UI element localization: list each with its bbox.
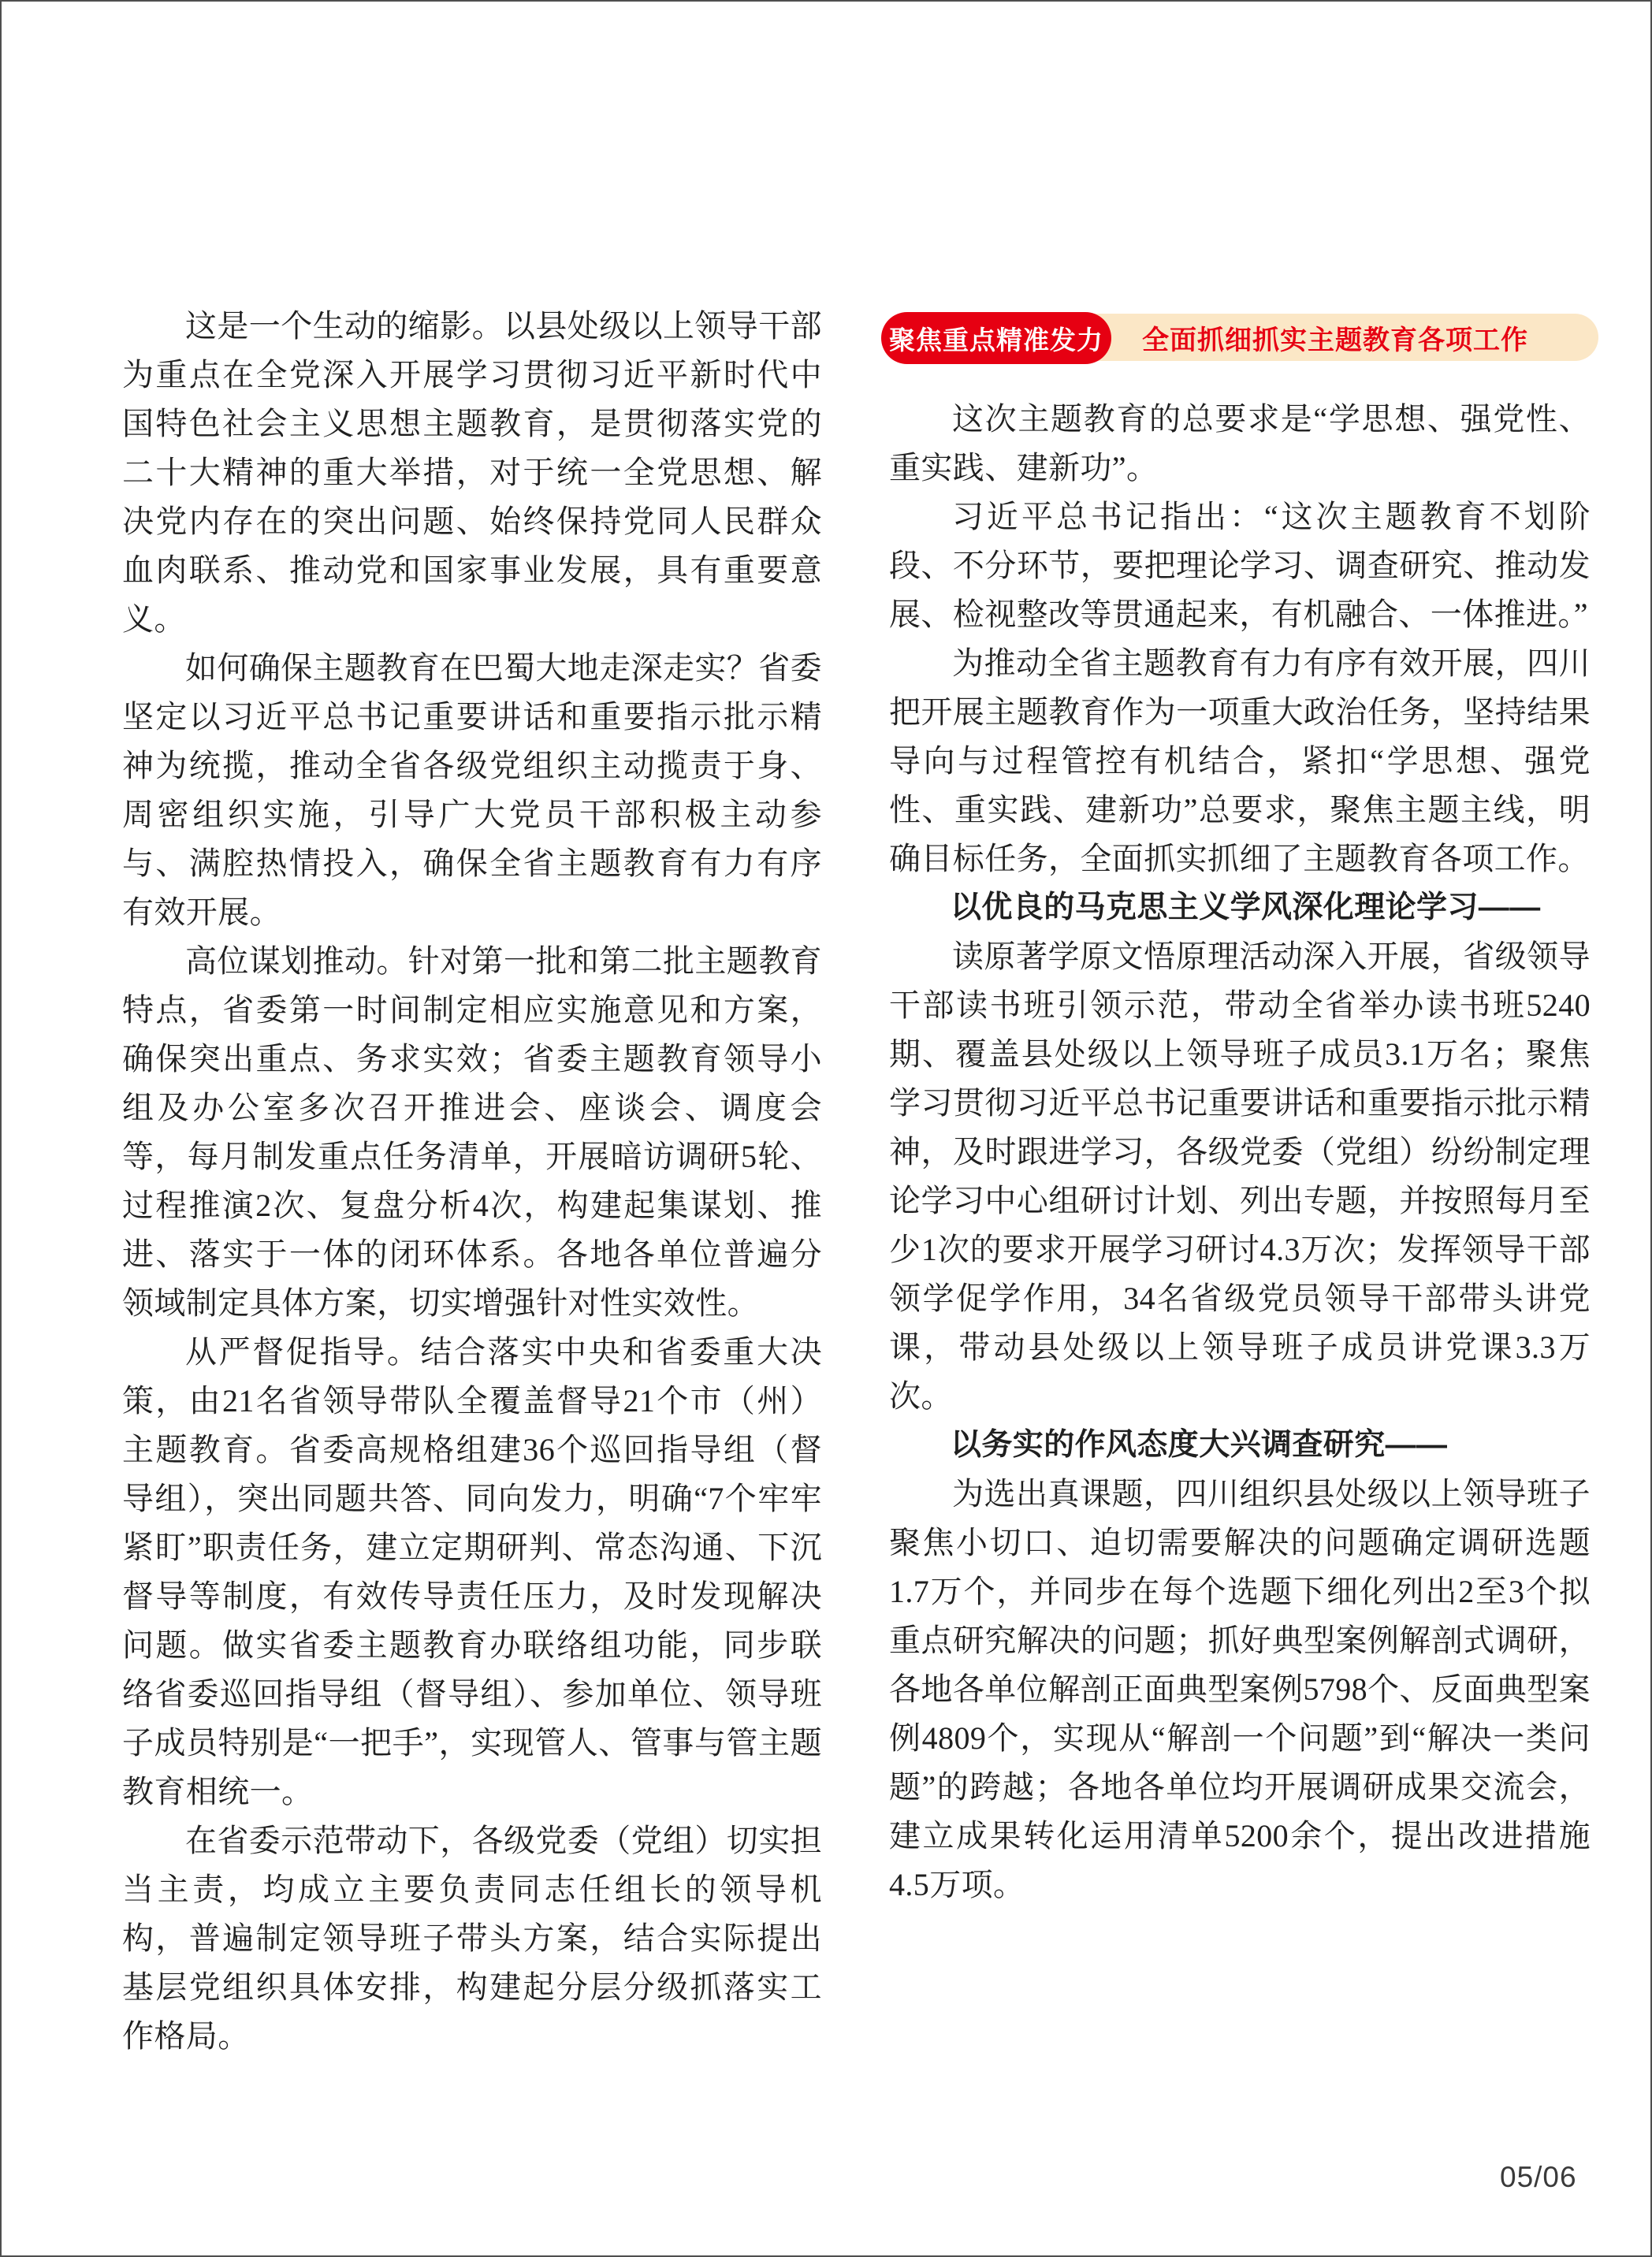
- paragraph: 以优良的马克思主义学风深化理论学习——: [951, 891, 1541, 924]
- badge-title: 全面抓细抓实主题教育各项工作: [977, 314, 1598, 361]
- paragraph: 如何确保主题教育在巴蜀大地走深走实？省委坚定以习近平总书记重要讲话和重要指示批示精神为统揽，推动全省各级党组织主动揽责于身、周密组织实施，引导广大党员干部积极主动参与、满腔热情投入，确保全省主题教育有力有序有效开展。: [122, 650, 822, 930]
- badge-tag: 聚焦重点精准发力: [881, 312, 1111, 364]
- page-number: 05/06: [1500, 2161, 1577, 2193]
- right-column: [889, 395, 1591, 1909]
- paragraph: 高位谋划推动。针对第一批和第二批主题教育特点，省委第一时间制定相应实施意见和方案，确保突出重点、务求实效；省委主题教育领导小组及办公室多次召开推进会、座谈会、调度会等，每月制发重点任务清单，开展暗访调研5轮、过程推演2次、复盘分析4次，构建起集谋划、推进、落实于一体的闭环体系。各地各单位普遍分领域制定具体方案，切实增强针对性实效性。: [122, 943, 822, 1321]
- paragraph: 习近平总书记指出：“这次主题教育不划阶段、不分环节，要把理论学习、调查研究、推动发展、检视整改等贯通起来，有机融合、一体推进。”: [889, 499, 1591, 632]
- paragraph: 这是一个生动的缩影。以县处级以上领导干部为重点在全党深入开展学习贯彻习近平新时代中国特色社会主义思想主题教育，是贯彻落实党的二十大精神的重大举措，对于统一全党思想、解决党内存在的突出问题、始终保持党同人民群众血肉联系、推动党和国家事业发展，具有重要意义。: [122, 308, 822, 637]
- paragraph: 从严督促指导。结合落实中央和省委重大决策，由21名省领导带队全覆盖督导21个市（州）主题教育。省委高规格组建36个巡回指导组（督导组），突出同题共答、同向发力，明确“7个牢牢紧盯”职责任务，建立定期研判、常态沟通、下沉督导等制度，有效传导责任压力，及时发现解决问题。做实省委主题教育办联络组功能，同步联络省委巡回指导组（督导组）、参加单位、领导班子成员特别是“一把手”，实现管人、管事与管主题教育相统一。: [122, 1334, 822, 1809]
- paragraph: 为选出真课题，四川组织县处级以上领导班子聚焦小切口、迫切需要解决的问题确定调研选题1.7万个，并同步在每个选题下细化列出2至3个拟重点研究解决的问题；抓好典型案例解剖式调研，各地各单位解剖正面典型案例5798个、反面典型案例4809个，实现从“解剖一个问题”到“解决一类问题”的跨越；各地各单位均开展调研成果交流会，建立成果转化运用清单5200余个，提出改进措施4.5万项。: [889, 1476, 1591, 1902]
- section-badge: [881, 312, 1591, 367]
- paragraph: 为推动全省主题教育有力有序有效开展，四川把开展主题教育作为一项重大政治任务，坚持结果导向与过程管控有机结合，紧扣“学思想、强党性、重实践、建新功”总要求，聚焦主题主线，明确目标任务，全面抓实抓细了主题教育各项工作。: [889, 645, 1591, 876]
- left-column: [122, 302, 822, 2061]
- paragraph: 以务实的作风态度大兴调查研究——: [951, 1428, 1448, 1462]
- paragraph: 这次主题教育的总要求是“学思想、强党性、重实践、建新功”。: [889, 401, 1591, 485]
- paragraph: 在省委示范带动下，各级党委（党组）切实担当主责，均成立主要负责同志任组长的领导机构，普遍制定领导班子带头方案，结合实际提出基层党组织具体安排，构建起分层分级抓落实工作格局。: [122, 1823, 822, 2054]
- paragraph: 读原著学原文悟原理活动深入开展，省级领导干部读书班引领示范，带动全省举办读书班5240期、覆盖县处级以上领导班子成员3.1万名；聚焦学习贯彻习近平总书记重要讲话和重要指示批示精神，及时跟进学习，各级党委（党组）纷纷制定理论学习中心组研讨计划、列出专题，并按照每月至少1次的要求开展学习研讨4.3万次；发挥领导干部领学促学作用，34名省级党员领导干部带头讲党课，带动县处级以上领导班子成员讲党课3.3万次。: [889, 939, 1591, 1414]
